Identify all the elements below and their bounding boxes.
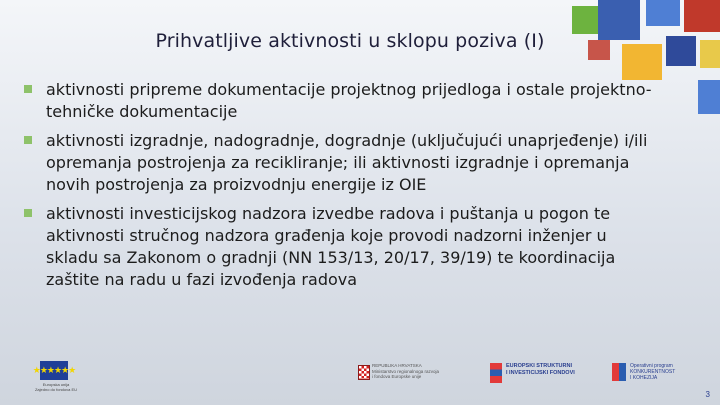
bullet-text: aktivnosti pripreme dokumentacije projektnog prijedloga i ostale projektno-tehničke dokumentacije bbox=[46, 80, 652, 121]
bullet-text: aktivnosti investicijskog nadzora izvedbe radova i puštanja u pogon te aktivnosti stručnog nadzora građenja koje provodi nadzorni inženjer u skladu sa Zakonom o gradnji (NN 153/13, 20/17, 39/19) te koordinacija zaštite na radu u fazi izvođenja radova bbox=[46, 204, 616, 289]
eu-funds-logo bbox=[490, 361, 590, 387]
eu-flag-icon bbox=[32, 361, 76, 380]
slide-title: Prihvatljive aktivnosti u sklopu poziva (I) bbox=[155, 30, 545, 52]
footer-logos bbox=[0, 357, 720, 405]
croatia-shield-icon bbox=[358, 365, 370, 380]
eu-stars: ★★★★★★ bbox=[32, 365, 76, 375]
bullet-item bbox=[22, 130, 662, 196]
deco-square bbox=[698, 80, 720, 114]
ministry-text: REPUBLIKA HRVATSKA Ministarstvo regionalnoga razvoja i fondova Europske unije bbox=[372, 363, 440, 379]
eu-funds-icon bbox=[490, 363, 502, 383]
eu-funds-text: EUROPSKI STRUKTURNI I INVESTICIJSKI FONDOVI bbox=[506, 363, 575, 376]
bullet-item bbox=[22, 203, 662, 291]
deco-square bbox=[684, 0, 720, 32]
page-number: 3 bbox=[705, 390, 710, 399]
bullet-list bbox=[22, 79, 662, 298]
square-bullet-icon bbox=[24, 85, 32, 93]
croatia-ministry-logo bbox=[358, 363, 478, 387]
operational-programme-logo bbox=[612, 361, 712, 387]
deco-square bbox=[646, 0, 680, 26]
op-icon bbox=[612, 363, 626, 381]
square-bullet-icon bbox=[24, 136, 32, 144]
op-text: Operativni program KONKURENTNOST I KOHEZIJA bbox=[630, 363, 676, 381]
square-bullet-icon bbox=[24, 209, 32, 217]
bullet-item bbox=[22, 79, 662, 123]
deco-square bbox=[700, 40, 720, 68]
eu-logo-text: Europska unija Zajedno do fondova EU bbox=[34, 382, 78, 392]
bullet-text: aktivnosti izgradnje, nadogradnje, dogradnje (uključujući unaprjeđenje) i/ili opremanja postrojenja za recikliranje; ili aktivnosti izgradnje i opremanja novih postrojenja za proizvodnju energije iz OIE bbox=[46, 131, 648, 194]
